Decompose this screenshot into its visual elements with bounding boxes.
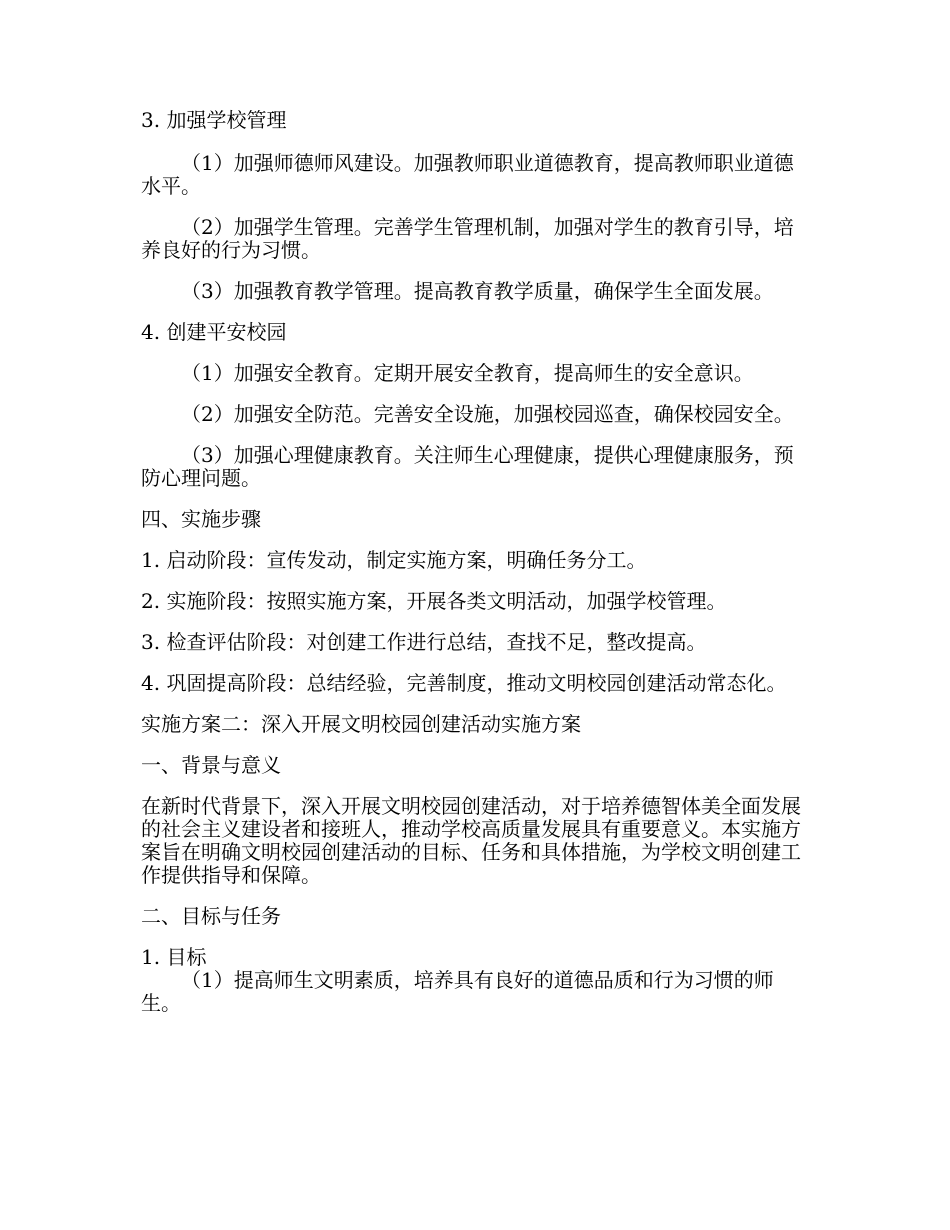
heading-strengthen-school-management: 3. 加强学校管理	[141, 108, 287, 132]
heading-implementation-steps: 四、实施步骤	[141, 507, 261, 531]
step-inspection: 3. 检查评估阶段：对创建工作进行总结，查找不足，整改提高。	[141, 630, 707, 654]
paragraph-safety-education: （1）加强安全教育。定期开展安全教育，提高师生的安全意识。	[181, 361, 754, 385]
paragraph-goal-one: （1）提高师生文明素质，培养具有良好的道德品质和行为习惯的师生。	[141, 968, 774, 1015]
document-page	[141, 109, 807, 1015]
paragraph-background: 在新时代背景下，深入开展文明校园创建活动，对于培养德智体美全面发展的社会主义建设者和接班人，推动学校高质量发展具有重要意义。本实施方案旨在明确文明校园创建活动的目标、任务和具体措施，为学校文明创建工作提供指导和保障。	[141, 794, 801, 887]
step-launch: 1. 启动阶段：宣传发动，制定实施方案，明确任务分工。	[141, 548, 647, 572]
heading-background: 一、背景与意义	[141, 753, 281, 777]
paragraph-teacher-ethics: （1）加强师德师风建设。加强教师职业道德教育，提高教师职业道德水平。	[141, 151, 794, 198]
step-implementation: 2. 实施阶段：按照实施方案，开展各类文明活动，加强学校管理。	[141, 589, 727, 613]
heading-plan-two: 实施方案二：深入开展文明校园创建活动实施方案	[141, 712, 581, 736]
paragraph-student-management: （2）加强学生管理。完善学生管理机制，加强对学生的教育引导，培养良好的行为习惯。	[141, 215, 794, 262]
paragraph-teaching-management: （3）加强教育教学管理。提高教育教学质量，确保学生全面发展。	[181, 279, 774, 303]
paragraph-mental-health: （3）加强心理健康教育。关注师生心理健康，提供心理健康服务，预防心理问题。	[141, 443, 794, 490]
heading-goals: 1. 目标	[141, 945, 207, 969]
step-consolidation: 4. 巩固提高阶段：总结经验，完善制度，推动文明校园创建活动常态化。	[141, 671, 787, 695]
paragraph-safety-prevention: （2）加强安全防范。完善安全设施，加强校园巡查，确保校园安全。	[181, 402, 794, 426]
heading-safe-campus: 4. 创建平安校园	[141, 320, 287, 344]
heading-goals-tasks: 二、目标与任务	[141, 904, 281, 928]
